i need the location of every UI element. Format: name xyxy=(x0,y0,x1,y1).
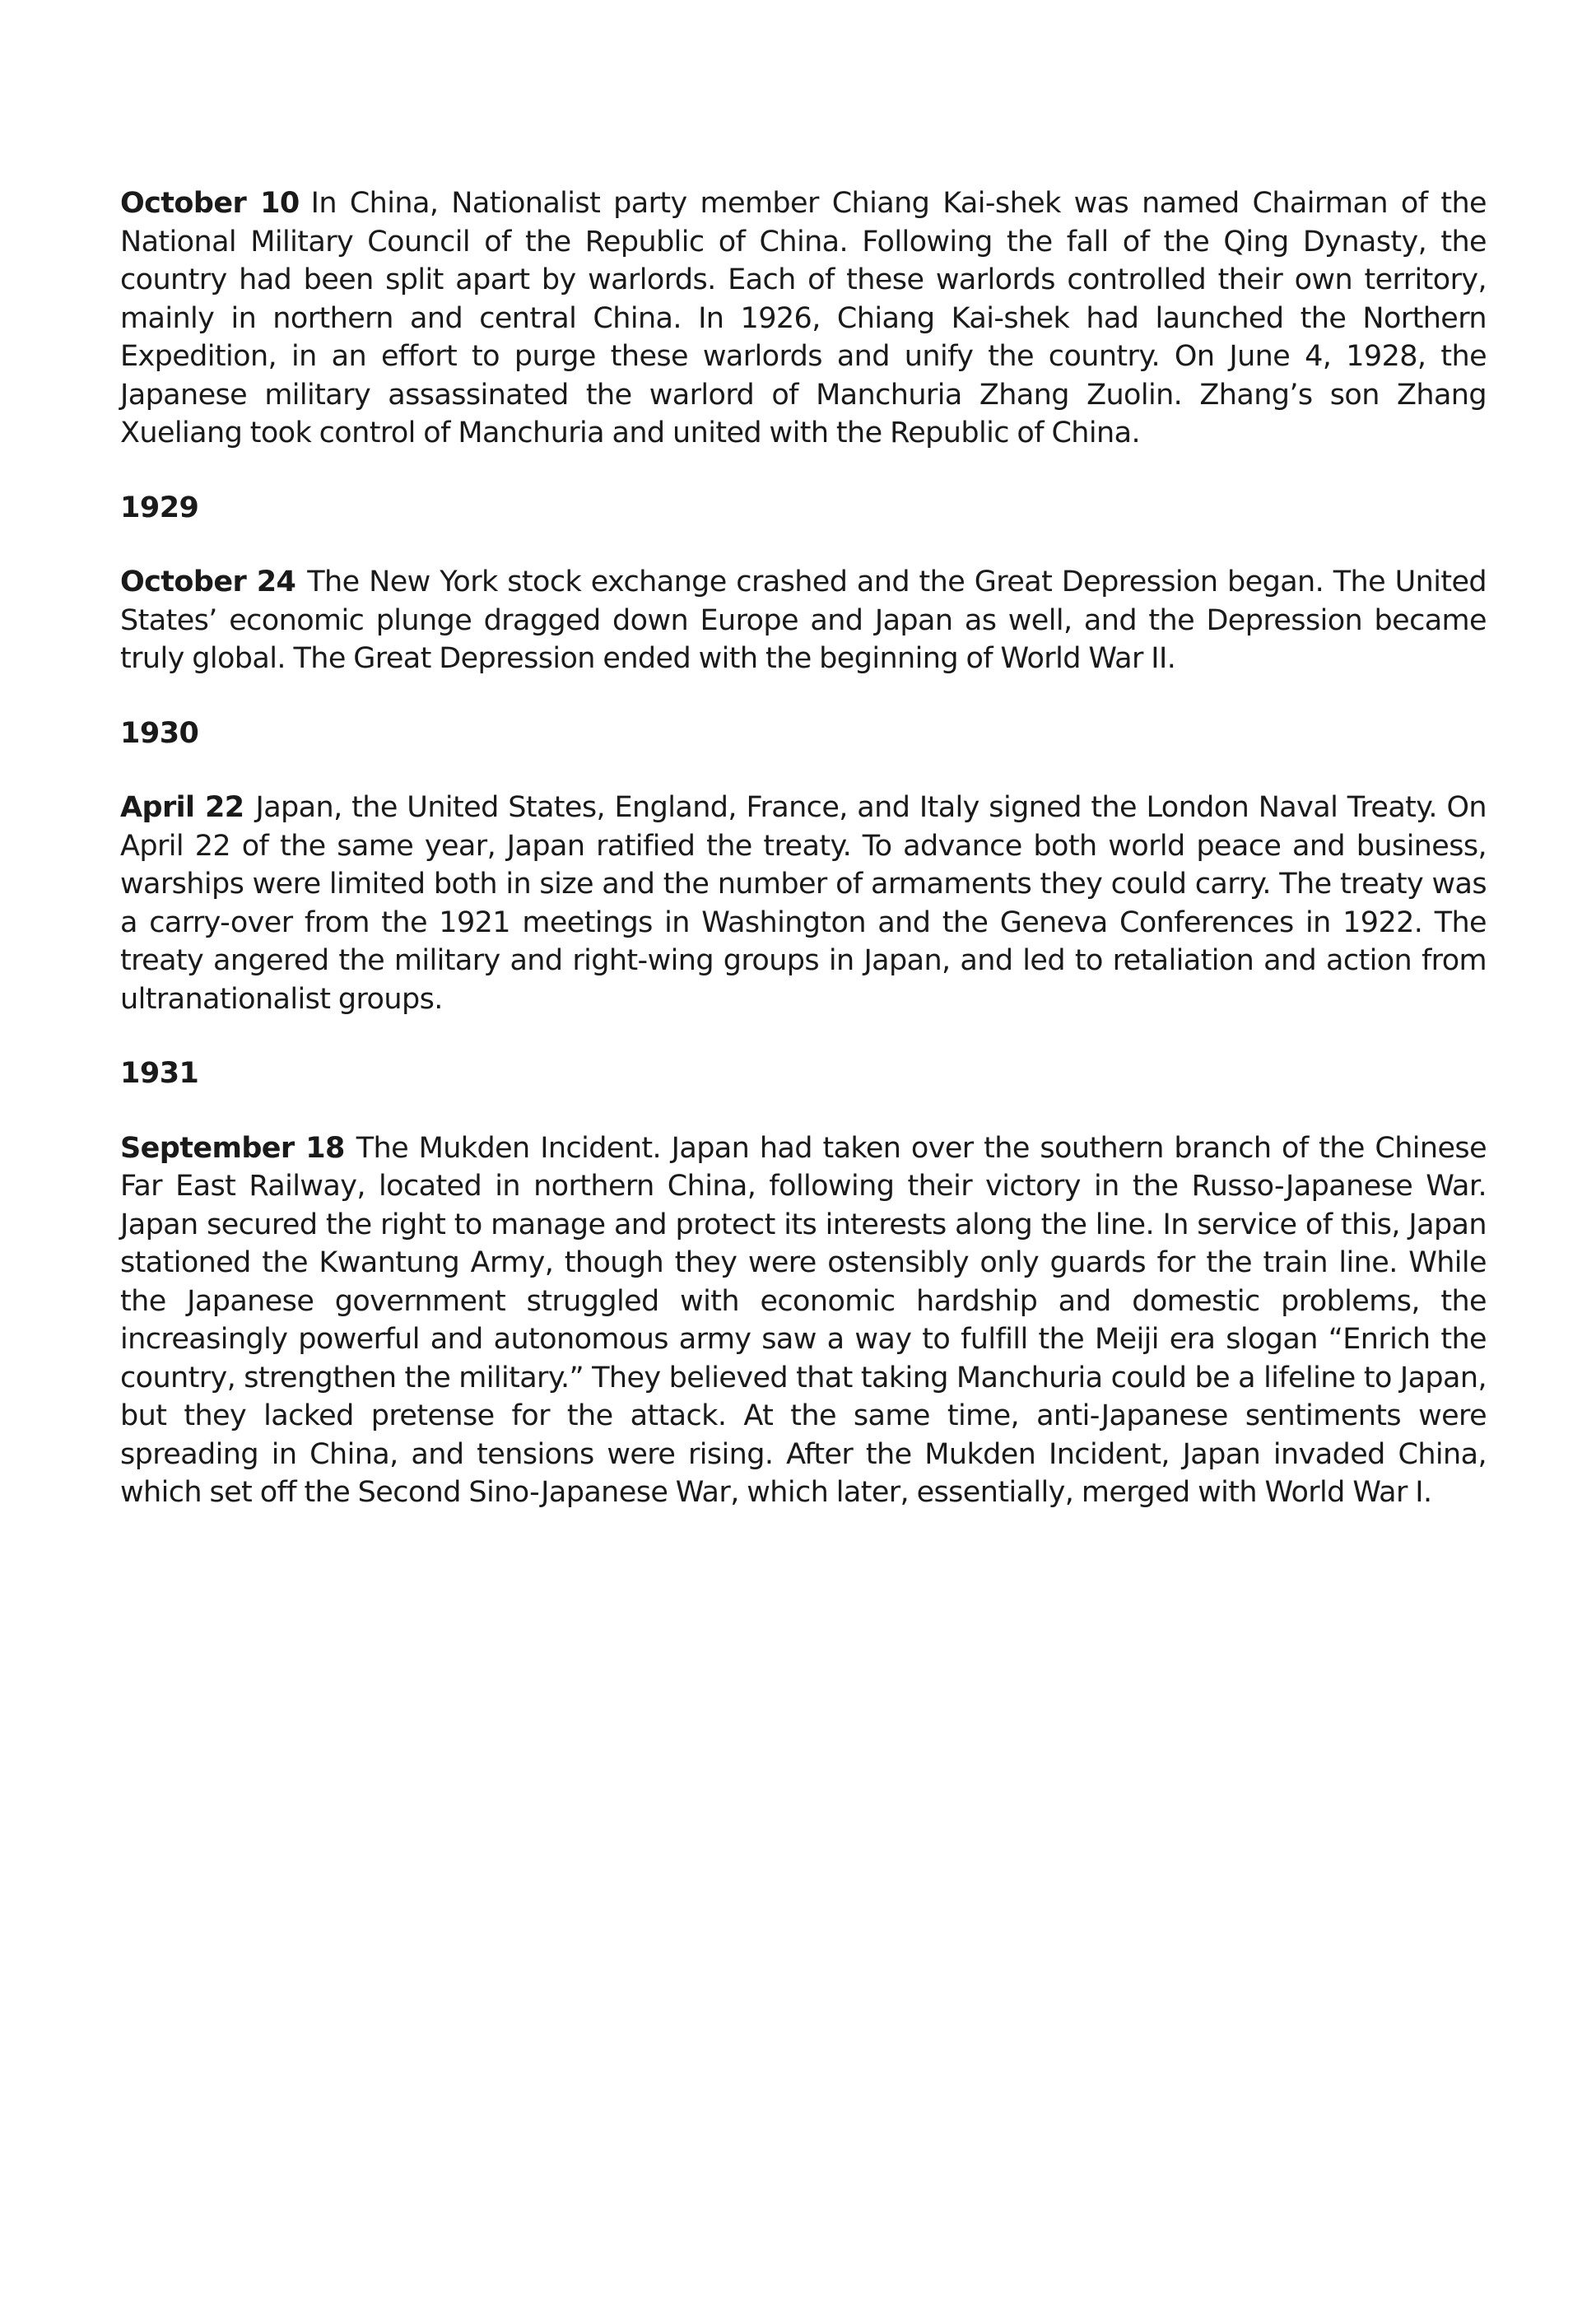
entry-text: The New York stock exchange crashed and the Great Depression began. The United States’ economic plunge dragged down Europe and Japan as well, and the Depression became truly global. The Great Depression ended with the beginning of World War II. xyxy=(120,566,1487,675)
entry-date: April 22 xyxy=(120,791,244,824)
entry-text: Japan, the United States, England, France, and Italy signed the London Naval Treaty. On April 22 of the same year, Japan ratified the treaty. To advance both world peace and business, warships were limited both in size and the number of armaments they could carry. The treaty was a carry-over from the 1921 meetings in Washington and the Geneva Conferences in 1922. The treaty angered the military and right-wing groups in Japan, and led to retaliation and action from ultranationalist groups. xyxy=(120,791,1487,1016)
year-heading: 1929 xyxy=(120,491,199,524)
entry-text: In China, Nationalist party member Chiang Kai-shek was named Chairman of the National Military Council of the Republic of China. Following the fall of the Qing Dynasty, the country had been split apart by warlords. Each of these warlords controlled their own territory, mainly in northern and central China. In 1926, Chiang Kai-shek had launched the Northern Expedition, in an effort to purge these warlords and unify the country. On June 4, 1928, the Japanese military assassinated the warlord of Manchuria Zhang Zuolin. Zhang’s son Zhang Xueliang took control of Manchuria and united with the Republic of China. xyxy=(120,187,1487,449)
entry-date: October 24 xyxy=(120,566,296,598)
year-heading: 1931 xyxy=(120,1057,199,1090)
entry-date: October 10 xyxy=(120,187,300,220)
timeline-entry xyxy=(120,563,1487,678)
timeline-entry xyxy=(120,789,1487,1018)
entry-text: The Mukden Incident. Japan had taken over the southern branch of the Chinese Far East Railway, located in northern China, following their victory in the Russo-Japanese War. Japan secured the right to manage and protect its interests along the line. In service of this, Japan stationed the Kwantung Army, though they were ostensibly only guards for the train line. While the Japanese government struggled with economic hardship and domestic problems, the increasingly powerful and autonomous army saw a way to fulfill the Meiji era slogan “Enrich the country, strengthen the military.” They believed that taking Manchuria could be a lifeline to Japan, but they lacked pretense for the attack. At the same time, anti-Japanese sentiments were spreading in China, and tensions were rising. After the Mukden Incident, Japan invaded China, which set off the Second Sino-Japanese War, which later, essentially, merged with World War I. xyxy=(120,1131,1487,1509)
year-heading: 1930 xyxy=(120,716,199,750)
entry-date: September 18 xyxy=(120,1131,345,1165)
timeline-entry xyxy=(120,1129,1487,1512)
timeline-entry xyxy=(120,184,1487,453)
document-page xyxy=(120,184,1487,1548)
